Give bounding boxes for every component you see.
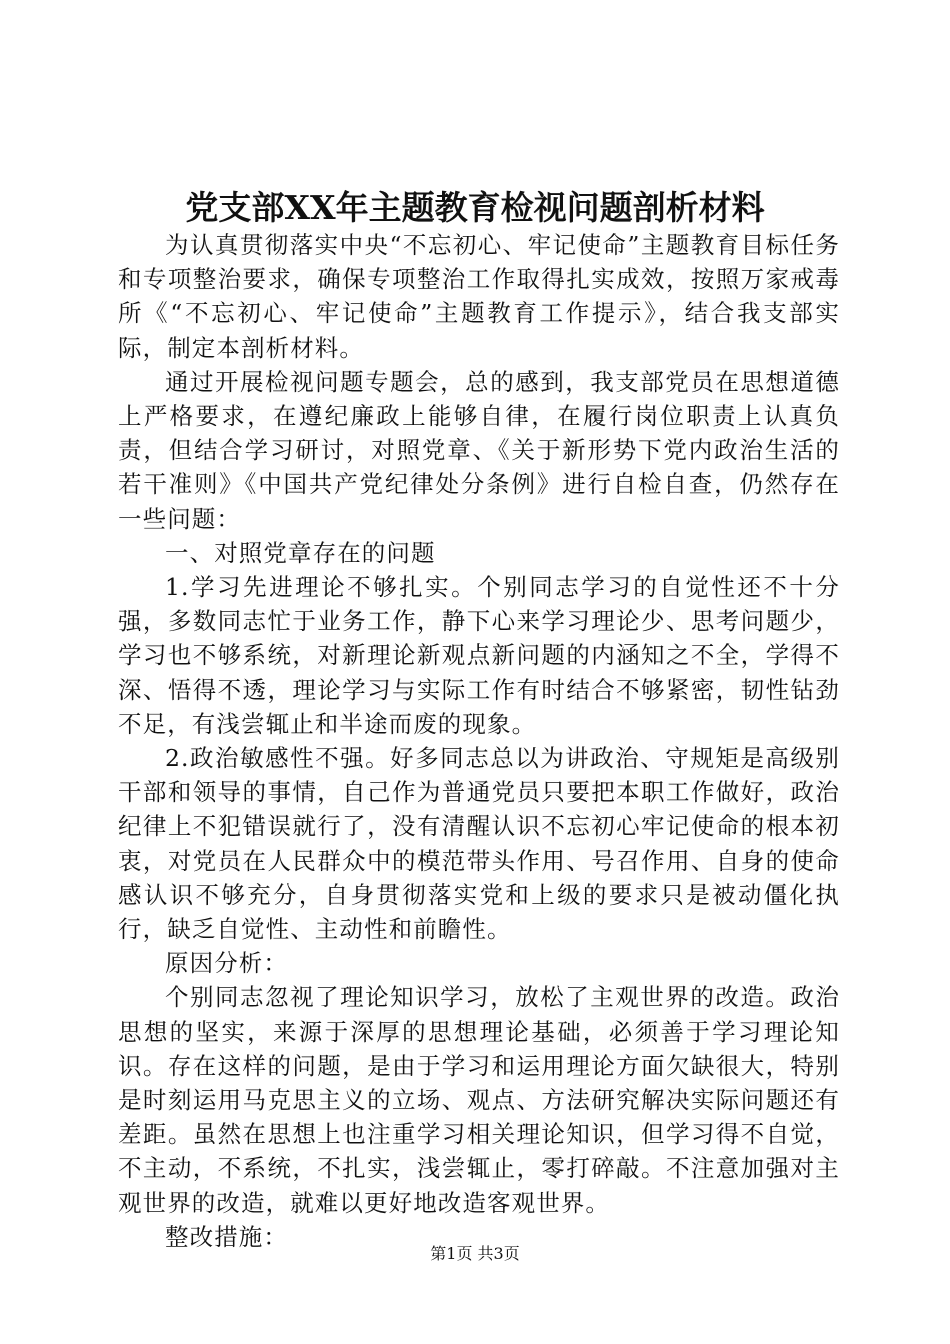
page-number-footer: 第1页 共3页 [430,1244,520,1263]
paragraph-intro: 为认真贯彻落实中央“不忘初心、牢记使命”主题教育目标任务和专项整治要求，确保专项整治工作取得扎实成效，按照万家戒毒所《“不忘初心、牢记使命”主题教育工作提示》，结合我支部实际，制定本剖析材料。 [118,231,840,362]
cause-analysis-text: 个别同志忽视了理论知识学习，放松了主观世界的改造。政治思想的坚实，来源于深厚的思想理论基础，必须善于学习理论知识。存在这样的问题，是由于学习和运用理论方面欠缺很大，特别是时刻运用马克思主义的立场、观点、方法研究解决实际问题还有差距。虽然在思想上也注重学习相关理论知识，但学习得不自觉，不主动，不系统，不扎实，浅尝辄止，零打碎敲。不注意加强对主观世界的改造，就难以更好地改造客观世界。 [118,983,840,1217]
document-title: 党支部XX年主题教育检视问题剖析材料 [185,188,765,227]
section-heading-1: 一、对照党章存在的问题 [165,538,436,567]
paragraph-overview: 通过开展检视问题专题会，总的感到，我支部党员在思想道德上严格要求，在遵纪廉政上能够自律，在履行岗位职责上认真负责，但结合学习研讨，对照党章、《关于新形势下党内政治生活的若干准则》《中国共产党纪律处分条例》进行自检自查，仍然存在一些问题： [118,367,840,533]
document-body [118,228,840,1254]
cause-analysis-heading: 原因分析： [165,949,288,978]
rectification-heading: 整改措施： [165,1222,288,1251]
problem-item-1: 1.学习先进理论不够扎实。个别同志学习的自觉性还不十分强，多数同志忙于业务工作，静下心来学习理论少、思考问题少，学习也不够系统，对新理论新观点新问题的内涵知之不全，学得不深、悟得不透，理论学习与实际工作有时结合不够紧密，韧性钻劲不足，有浅尝辄止和半途而废的现象。 [118,573,840,738]
problem-item-2: 2.政治敏感性不强。好多同志总以为讲政治、守规矩是高级别干部和领导的事情，自己作为普通党员只要把本职工作做好，政治纪律上不犯错误就行了，没有清醒认识不忘初心牢记使命的根本初衷，对党员在人民群众中的模范带头作用、号召作用、自身的使命感认识不够充分，自身贯彻落实党和上级的要求只是被动僵化执行，缺乏自觉性、主动性和前瞻性。 [118,744,840,944]
